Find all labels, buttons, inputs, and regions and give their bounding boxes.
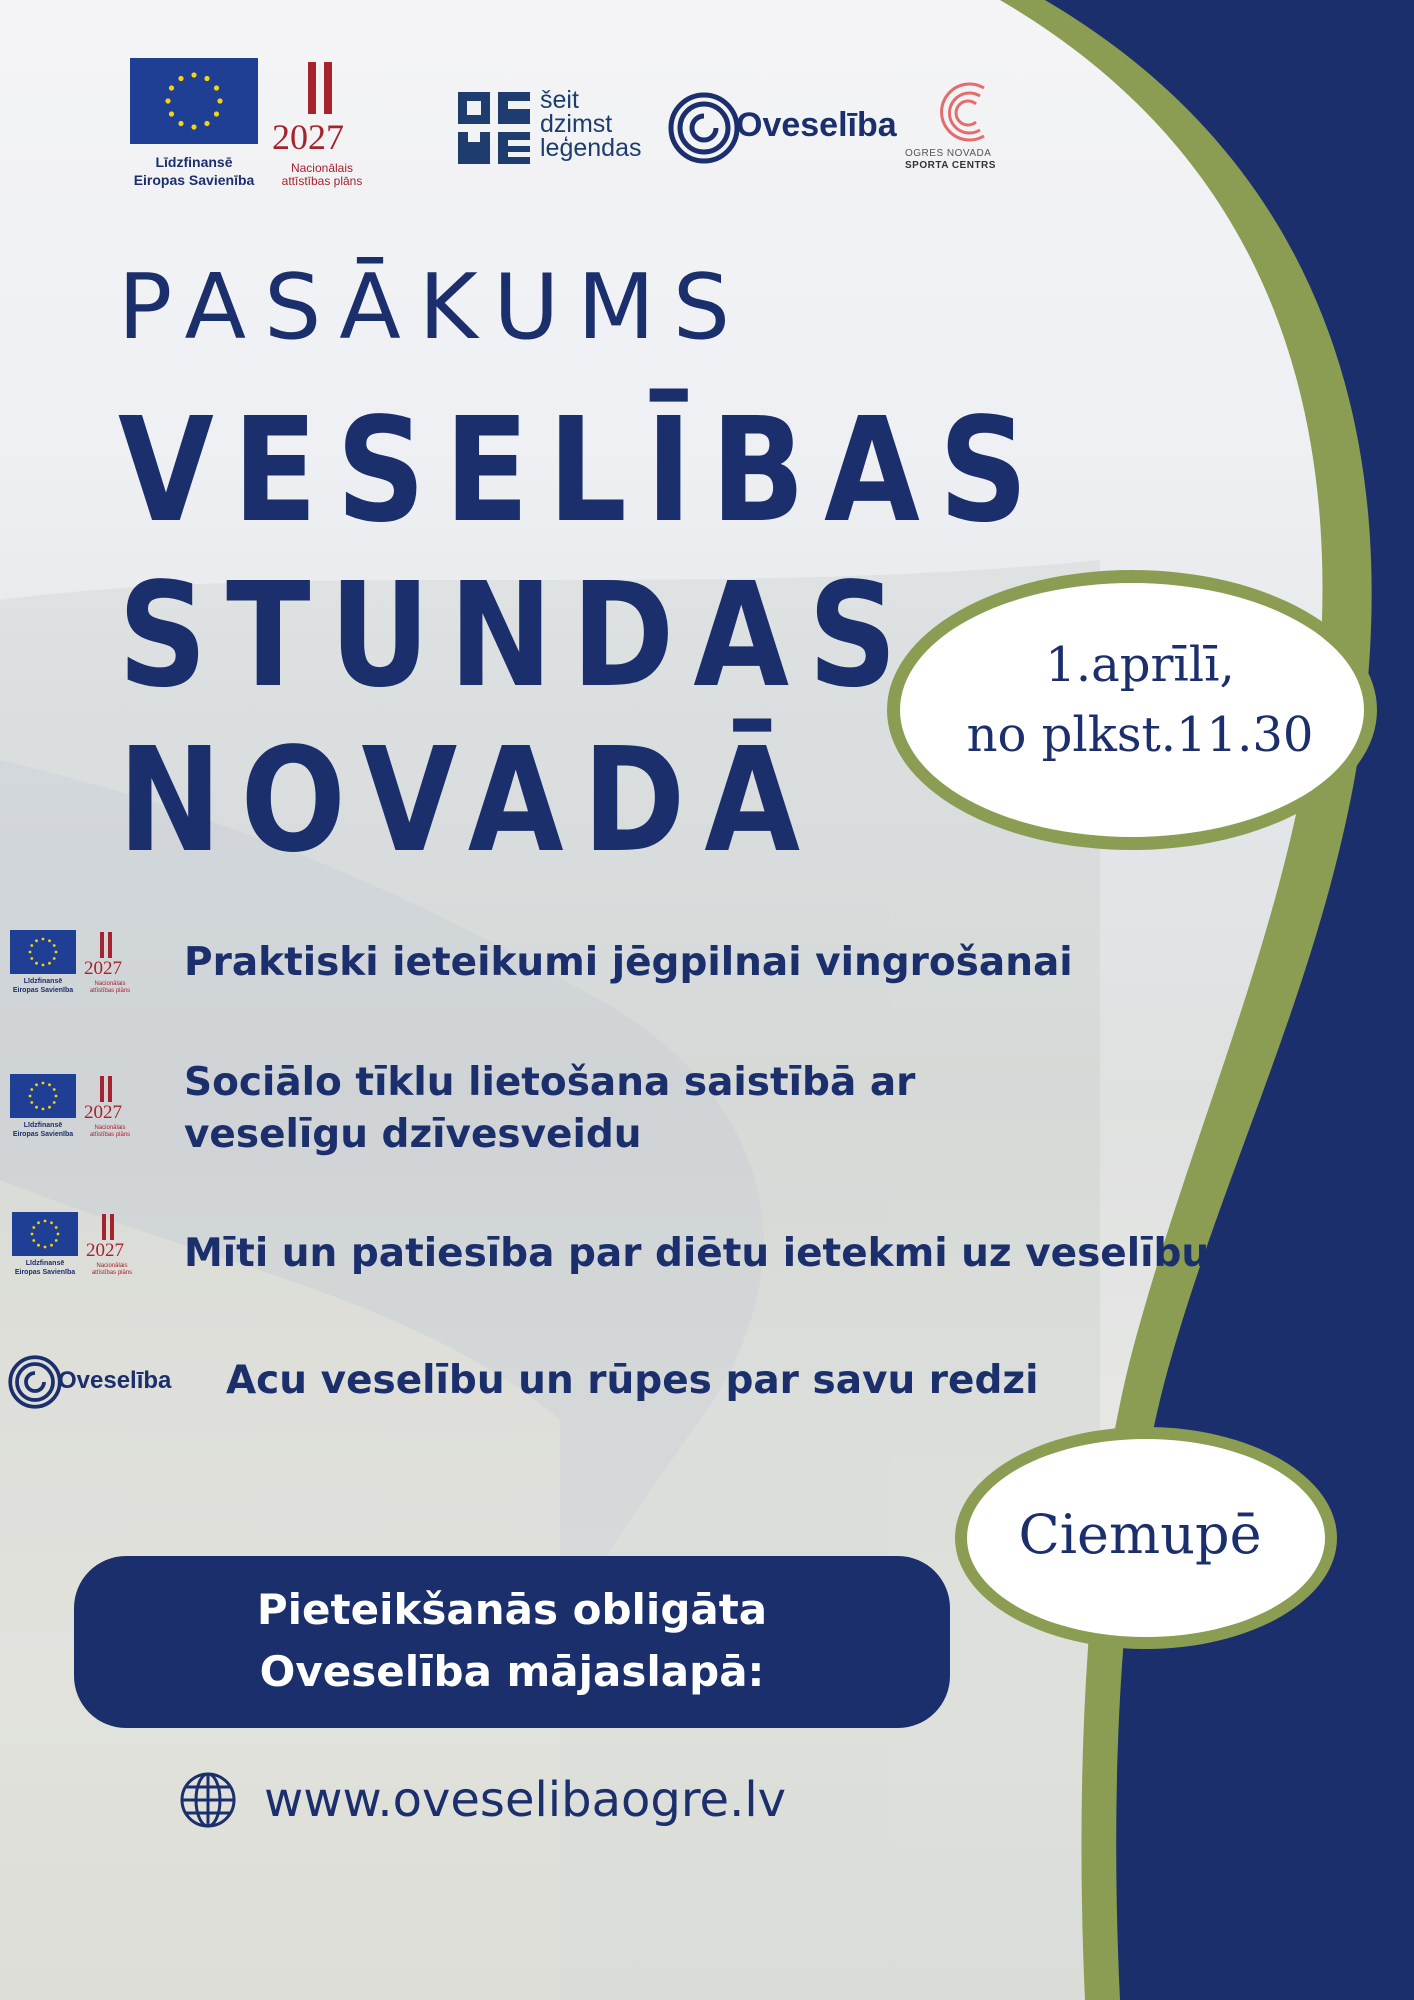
oveseliba-ring-icon	[668, 92, 740, 164]
topic-3-line1: Mīti un patiesība par diētu ietekmi uz veselību	[184, 1231, 1210, 1276]
oveseliba-ring-icon	[8, 1355, 62, 1409]
plan-year: 2027	[84, 1102, 122, 1123]
sport-centre-caption	[905, 148, 1025, 172]
website-link[interactable]: www.oveselibaogre.lv	[264, 1772, 787, 1828]
title-line3: NOVADĀ	[118, 716, 820, 884]
plan-caption-line2: attīstības plāns	[89, 988, 131, 994]
ogre-tagline	[540, 88, 660, 160]
plan-year: 2027	[272, 117, 344, 157]
topic-item-3	[184, 1228, 1209, 1280]
topic-eu-logo	[10, 1074, 142, 1146]
registration-banner	[74, 1556, 950, 1728]
plan-caption-line1: Nacionālais	[96, 1263, 128, 1269]
eu-flag-icon	[130, 58, 258, 144]
eu-caption-line1: Līdzfinansē	[23, 1122, 63, 1129]
eu-caption-line1: Līdzfinansē	[25, 1260, 65, 1267]
plan-year: 2027	[86, 1240, 124, 1261]
plan-caption-line1: Nacionālais	[94, 981, 126, 987]
ogre-tagline-line2: dzimst	[540, 110, 613, 138]
topic-item-2	[184, 1057, 915, 1161]
topic-item-1	[184, 937, 1073, 989]
sport-centre-logo	[930, 80, 1000, 146]
event-date-line1: 1.aprīlī,	[1045, 637, 1235, 693]
oveseliba-logo	[668, 92, 918, 164]
eu-cofinance-logo	[128, 58, 260, 188]
event-location: Ciemupē	[1018, 1503, 1262, 1566]
ogre-logo	[458, 92, 530, 164]
event-date-line2: no plkst.11.30	[966, 707, 1314, 763]
topic-eu-logo	[12, 1212, 144, 1284]
plan-caption-line1: Nacionālais	[290, 161, 354, 175]
eu-flag-icon	[10, 930, 76, 974]
plan-caption-line2: attīstības plāns	[89, 1132, 131, 1138]
event-label: PASĀKUMS	[118, 255, 749, 360]
eu-flag-icon	[10, 1074, 76, 1118]
plan-caption-line2: attīstības plāns	[91, 1270, 133, 1276]
website-row[interactable]	[178, 1770, 786, 1830]
registration-line1: Pieteikšanās obligāta	[256, 1585, 768, 1634]
eu-caption-line2: Eiropas Savienība	[12, 987, 74, 994]
sport-centre-line2: SPORTA CENTRS	[905, 160, 996, 171]
topic-eu-logo	[10, 930, 142, 1002]
ogre-tagline-line1: šeit	[540, 86, 579, 114]
plan-caption-line2: attīstības plāns	[281, 174, 363, 188]
sport-centre-line1: OGRES NOVADA	[905, 148, 992, 159]
registration-line2: Oveselība mājaslapā:	[259, 1647, 765, 1696]
oveseliba-name: Oveselība	[58, 1367, 172, 1394]
ogre-tagline-line3: leģendas	[540, 134, 642, 162]
eu-flag-icon	[12, 1212, 78, 1256]
plan-year: 2027	[84, 958, 122, 979]
title-line2: STUNDAS	[118, 551, 917, 719]
national-plan-logo	[268, 60, 376, 190]
topic-2-line2: veselīgu dzīvesveidu	[184, 1112, 642, 1157]
eu-caption-line2: Eiropas Savienība	[14, 1269, 76, 1276]
sport-centre-c-icon	[930, 80, 1000, 146]
topic-2-line1: Sociālo tīklu lietošana saistībā ar	[184, 1060, 916, 1105]
plan-caption-line1: Nacionālais	[94, 1125, 126, 1131]
topic-oveseliba-logo	[8, 1355, 198, 1409]
eu-caption-line1: Līdzfinansē	[155, 154, 233, 170]
ogre-mark-icon	[458, 92, 530, 164]
topic-4-line1: Acu veselību un rūpes par savu redzi	[226, 1358, 1039, 1403]
globe-icon	[178, 1770, 238, 1830]
eu-caption-line1: Līdzfinansē	[23, 978, 63, 985]
topic-1-line1: Praktiski ieteikumi jēgpilnai vingrošanai	[184, 940, 1073, 985]
eu-caption-line2: Eiropas Savienība	[12, 1131, 74, 1138]
title-line1: VESELĪBAS	[118, 386, 1047, 554]
event-date	[900, 630, 1380, 770]
eu-caption-line2: Eiropas Savienība	[133, 172, 255, 188]
topic-item-4	[226, 1355, 1038, 1407]
oveseliba-name: Oveselība	[736, 106, 897, 144]
